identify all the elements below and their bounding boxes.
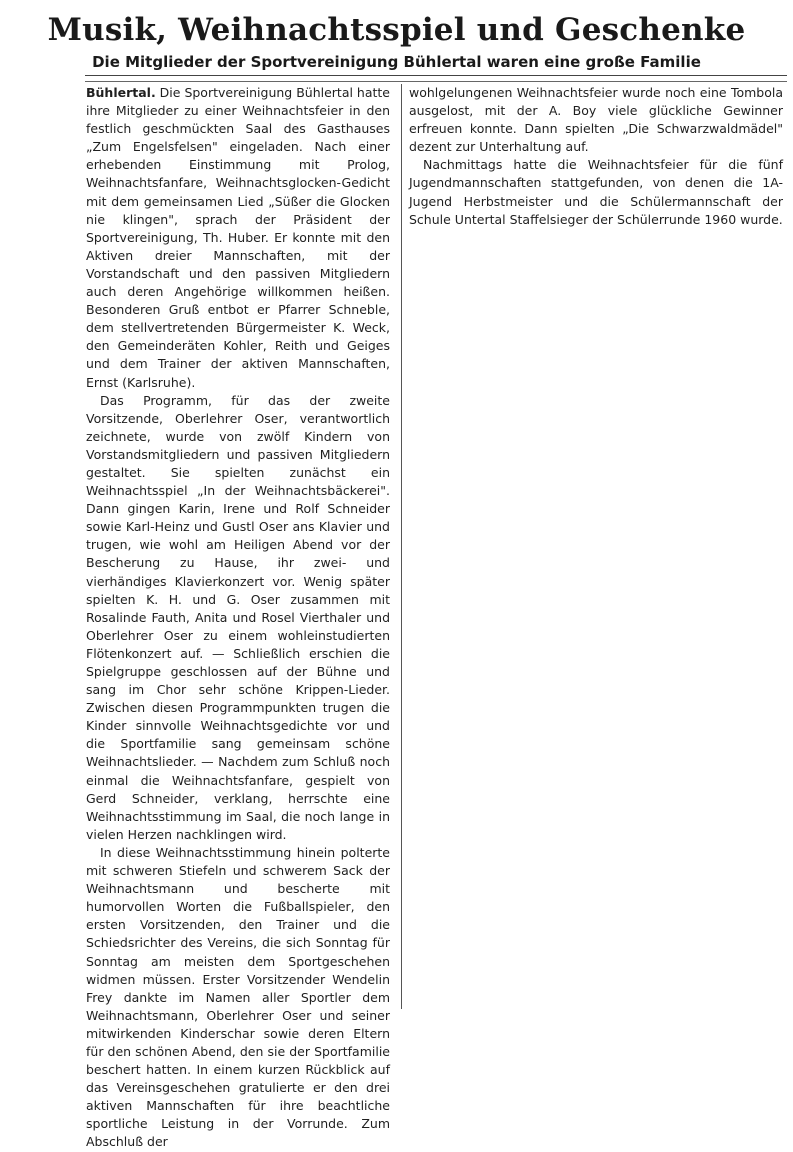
paragraph-1 — [86, 84, 390, 392]
article-column-right — [409, 84, 783, 229]
article-column-left — [86, 84, 390, 1152]
paragraph-2: Das Programm, für das der zweite Vorsitzende, Oberlehrer Oser, verantwortlich zeichnete, wurde von zwölf Kindern von Vorstandsmitgliedern und passiven Mitgliedern gestaltet. Sie spielten zunächst ein Weihnachtsspiel „In der Weihnachtsbäckerei". Dann gingen Karin, Irene und Rolf Schneider sowie Karl-Heinz und Gustl Oser ans Klavier und trugen, wie wohl am Heiligen Abend vor der Bescherung zu Hause, ihr zwei- und vierhändiges Klavierkonzert vor. Wenig später spielten K. H. und G. Oser zusammen mit Rosalinde Fauth, Anita und Rosel Vierthaler und Oberlehrer Oser zu einem wohleinstudierten Flötenkonzert auf. — Schließlich erschien die Spielgruppe geschlossen auf der Bühne und sang im Chor sehr schöne Krippen-Lieder. Zwischen diesen Programmpunkten trugen die Kinder sinnvolle Weihnachtsgedichte vor und die Sportfamilie sang gemeinsam schöne Weihnachtslieder. — Nachdem zum Schluß noch einmal die Weihnachtsfanfare, gespielt von Gerd Schneider, verklang, herrschte eine Weihnachtsstimmung im Saal, die noch lange in vielen Herzen nachklingen wird. — [86, 392, 390, 842]
paragraph-4: wohlgelungenen Weihnachtsfeier wurde noch eine Tombola ausgelost, mit der A. Boy viele glückliche Gewinner erfreuen konnte. Dann spielten „Die Schwarzwaldmädel" dezent zur Unterhaltung auf. — [409, 85, 783, 155]
top-rule-secondary — [85, 81, 787, 82]
paragraph-5: Nachmittags hatte die Weihnachtsfeier für die fünf Jugendmannschaften stattgefunden, von denen die 1A-Jugend Herbstmeister und die Schülermannschaft der Schule Untertal Staffelsieger der Schülerrunde 1960 wurde. — [409, 157, 783, 227]
paragraph-1-text: Die Sportvereinigung Bühlertal hatte ihre Mitglieder zu einer Weihnachtsfeier in den festlich geschmückten Saal des Gasthauses „Zum Engelsfelsen" eingeladen. Nach einer erhebenden Einstimmung mit Prolog, Weihnachtsfanfare, Weihnachtsglocken-Gedicht mit dem gemeinsamen Lied „Süßer die Glocken nie klingen", sprach der Präsident der Sportvereinigung, Th. Huber. Er konnte mit den Aktiven dreier Mannschaften, mit der Vorstandschaft und den passiven Mitgliedern auch deren Angehörige willkommen heißen. Besonderen Gruß entbot er Pfarrer Schneble, dem stellvertretenden Bürgermeister K. Weck, den Gemeinderäten Kohler, Reith und Geiges und dem Trainer der aktiven Mannschaften, Ernst (Karlsruhe). — [86, 85, 390, 390]
column-divider — [401, 84, 402, 1009]
headline: Musik, Weihnachtsspiel und Geschenke — [47, 12, 746, 48]
top-rule — [85, 75, 787, 76]
paragraph-3: In diese Weihnachtsstimmung hinein polterte mit schweren Stiefeln und schwerem Sack der Weihnachtsmann und bescherte mit humorvollen Worten die Fußballspieler, den ersten Vorsitzenden, den Trainer und die Schiedsrichter des Vereins, die sich Sonntag für Sonntag am meisten dem Sportgeschehen widmen müssen. Erster Vorsitzender Wendelin Frey dankte im Namen aller Sportler dem Weihnachtsmann, Oberlehrer Oser und seiner mitwirkenden Kinderschar sowie deren Eltern für den schönen Abend, den sie der Sportfamilie beschert hatten. In einem kurzen Rückblick auf das Vereinsgeschehen gratulierte er den drei aktiven Mannschaften für ihre beachtliche sportliche Leistung in der Vorrunde. Zum Abschluß der — [86, 844, 390, 1150]
dateline: Bühlertal. — [86, 85, 156, 100]
subheadline: Die Mitglieder der Sportvereinigung Bühlertal waren eine große Familie — [92, 53, 701, 71]
